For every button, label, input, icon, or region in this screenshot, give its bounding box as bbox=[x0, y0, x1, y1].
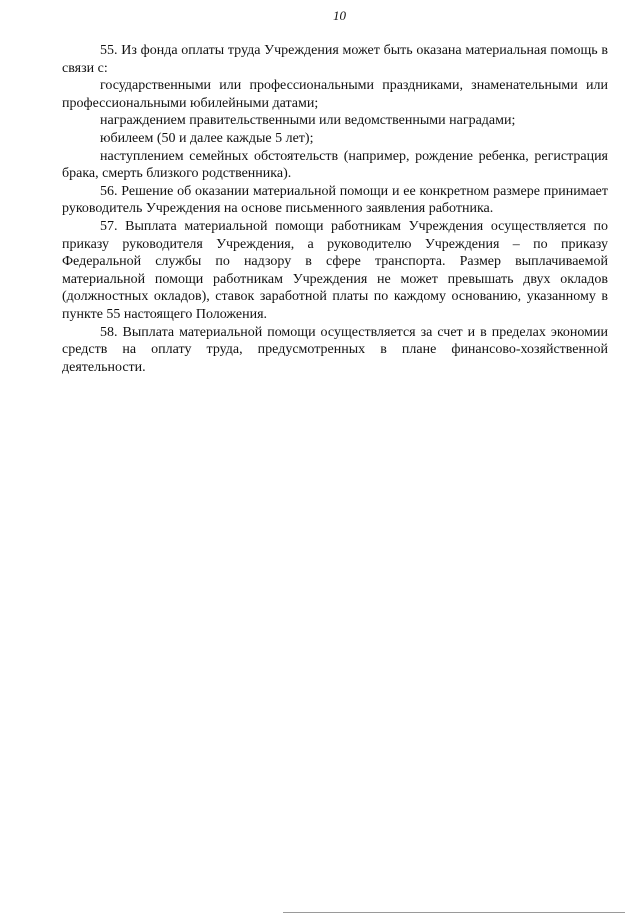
paragraph-56: 56. Решение об оказании материальной помощи и ее конкретном размере принимает руководитель Учреждения на основе письменного заявления работника. bbox=[62, 183, 608, 217]
paragraph-57: 57. Выплата материальной помощи работникам Учреждения осуществляется по приказу руководителя Учреждения, а руководителю Учреждения – по приказу Федеральной службы по надзору в сфере транспорта. Размер выплачиваемой материальной помощи работникам Учреждения не может превышать двух окладов (должностных окладов), ставок заработной платы по каждому основанию, указанному в пункте 55 настоящего Положения. bbox=[62, 218, 608, 322]
paragraph-55-item-anniversary: юбилеем (50 и далее каждые 5 лет); bbox=[100, 130, 314, 146]
paragraph-55-item-awards: награждением правительственными или ведомственными наградами; bbox=[100, 113, 516, 129]
bottom-scan-line bbox=[283, 912, 625, 913]
paragraph-55-item-holidays: государственными или профессиональными праздниками, знаменательными или профессиональными юбилейными датами; bbox=[62, 78, 608, 111]
paragraph-55: 55. Из фонда оплаты труда Учреждения может быть оказана материальная помощь в связи с: bbox=[62, 43, 608, 76]
paragraph-58: 58. Выплата материальной помощи осуществляется за счет и в пределах экономии средств на оплату труда, предусмотренных в плане финансово-хозяйственной деятельности. bbox=[62, 324, 608, 375]
paragraph-55-item-family: наступлением семейных обстоятельств (например, рождение ребенка, регистрация брака, смерть близкого родственника). bbox=[62, 148, 608, 182]
document-body bbox=[62, 42, 608, 376]
page-number: 10 bbox=[333, 8, 346, 23]
